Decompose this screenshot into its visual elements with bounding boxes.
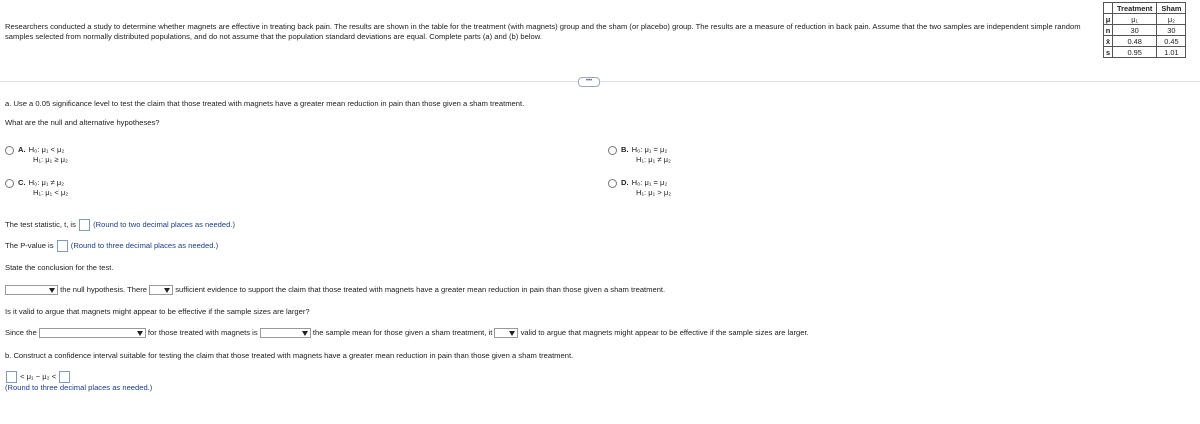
cell: 1.01 — [1157, 47, 1186, 58]
chevron-down-icon — [137, 331, 143, 336]
table-row — [1104, 36, 1186, 47]
option-a[interactable] — [5, 145, 64, 155]
cell: μ₁ — [1113, 14, 1157, 25]
option-b-h1: H₁: μ₁ ≠ μ₂ — [636, 155, 671, 164]
upper-bound-input[interactable] — [59, 371, 70, 383]
validity-dropdown[interactable] — [494, 328, 518, 338]
test-statistic-input[interactable] — [79, 219, 90, 231]
test-statistic-row — [5, 219, 235, 231]
interval-hint: (Round to three decimal places as needed.) — [5, 383, 153, 392]
evidence-dropdown[interactable] — [149, 285, 173, 295]
radio-option-c[interactable] — [5, 179, 14, 188]
since-row — [5, 327, 809, 339]
section-divider — [0, 81, 1200, 82]
option-b[interactable] — [608, 145, 667, 155]
interval-row — [5, 371, 71, 383]
pvalue-hint: (Round to three decimal places as needed.) — [70, 241, 219, 250]
reject-dropdown[interactable] — [5, 285, 58, 295]
row-label: x̄ — [1104, 36, 1113, 47]
since-text-3: valid to argue that magnets might appear to be effective if the sample sizes are larger. — [520, 328, 809, 337]
option-d-h1: H₁: μ₁ > μ₂ — [636, 188, 672, 197]
option-c-h1: H₁: μ₁ < μ₂ — [33, 188, 69, 197]
hypotheses-question: What are the null and alternative hypotheses? — [5, 118, 160, 127]
since-text-2: the sample mean for those given a sham treatment, it — [312, 328, 493, 337]
option-letter: B. — [621, 145, 629, 154]
conclusion-text-1: the null hypothesis. There — [60, 285, 147, 294]
conclusion-text-2: sufficient evidence to support the claim that those treated with magnets have a greater mean reduction in pain than those given a sham treatment. — [175, 285, 666, 294]
comparison-dropdown[interactable] — [260, 328, 311, 338]
test-statistic-label: The test statistic, t, is — [5, 220, 76, 229]
option-letter: C. — [18, 178, 26, 187]
cell: 0.95 — [1113, 47, 1157, 58]
option-letter: A. — [18, 145, 26, 154]
cell: 0.48 — [1113, 36, 1157, 47]
chevron-down-icon — [302, 331, 308, 336]
pvalue-label: The P-value is — [5, 241, 54, 250]
since-text-1: for those treated with magnets is — [147, 328, 258, 337]
cell: 30 — [1157, 25, 1186, 36]
chevron-down-icon — [49, 288, 55, 293]
cell: 0.45 — [1157, 36, 1186, 47]
option-d[interactable] — [608, 178, 667, 188]
conclusion-row — [5, 284, 665, 296]
option-h0: H₀: μ₁ = μ₂ — [631, 145, 668, 154]
table-row — [1104, 25, 1186, 36]
option-h0: H₀: μ₁ ≠ μ₂ — [28, 178, 65, 187]
option-h0: H₀: μ₁ < μ₂ — [28, 145, 65, 154]
option-h0: H₀: μ₁ = μ₂ — [631, 178, 668, 187]
row-label: n — [1104, 25, 1113, 36]
chevron-down-icon — [509, 331, 515, 336]
pvalue-row — [5, 240, 218, 252]
col-header-sham: Sham — [1157, 3, 1186, 14]
option-letter: D. — [621, 178, 629, 187]
problem-intro: Researchers conducted a study to determine whether magnets are effective in treating back pain. The results are shown in the table for the treatment (with magnets) group and the sham (or placebo) group. The results are a measure of reduction in back pain. Assume that the two samples are independent simple random samples selected from normally distributed populations, and do not assume that the population standard deviations are equal. Complete parts (a) and (b) below. — [5, 22, 1081, 41]
radio-option-a[interactable] — [5, 146, 14, 155]
row-label: s — [1104, 47, 1113, 58]
table-corner — [1104, 3, 1113, 14]
pvalue-input[interactable] — [57, 240, 68, 252]
part-a-prompt: a. Use a 0.05 significance level to test the claim that those treated with magnets have a greater mean reduction in pain than those given a sham treatment. — [5, 99, 525, 108]
chevron-down-icon — [164, 288, 170, 293]
radio-option-b[interactable] — [608, 146, 617, 155]
option-a-h1: H₁: μ₁ ≥ μ₂ — [33, 155, 68, 164]
cell: μ₂ — [1157, 14, 1186, 25]
part-b-prompt: b. Construct a confidence interval suitable for testing the claim that those treated with magnets have a greater mean reduction in pain than those given a sham treatment. — [5, 351, 574, 360]
col-header-treatment: Treatment — [1113, 3, 1157, 14]
interval-middle: < μ₁ − μ₂ < — [20, 372, 57, 381]
table-row — [1104, 47, 1186, 58]
radio-option-d[interactable] — [608, 179, 617, 188]
row-label: μ — [1104, 14, 1113, 25]
statistic-dropdown[interactable] — [39, 328, 146, 338]
table-row — [1104, 14, 1186, 25]
more-button[interactable]: ••• — [578, 77, 600, 87]
test-statistic-hint: (Round to two decimal places as needed.) — [93, 220, 235, 229]
conclusion-label: State the conclusion for the test. — [5, 263, 114, 272]
since-label: Since the — [5, 328, 37, 337]
lower-bound-input[interactable] — [6, 371, 17, 383]
table-header-row — [1104, 3, 1186, 14]
option-c[interactable] — [5, 178, 64, 188]
valid-question: Is it valid to argue that magnets might appear to be effective if the sample sizes are larger? — [5, 307, 310, 316]
data-table — [1103, 2, 1186, 58]
cell: 30 — [1113, 25, 1157, 36]
